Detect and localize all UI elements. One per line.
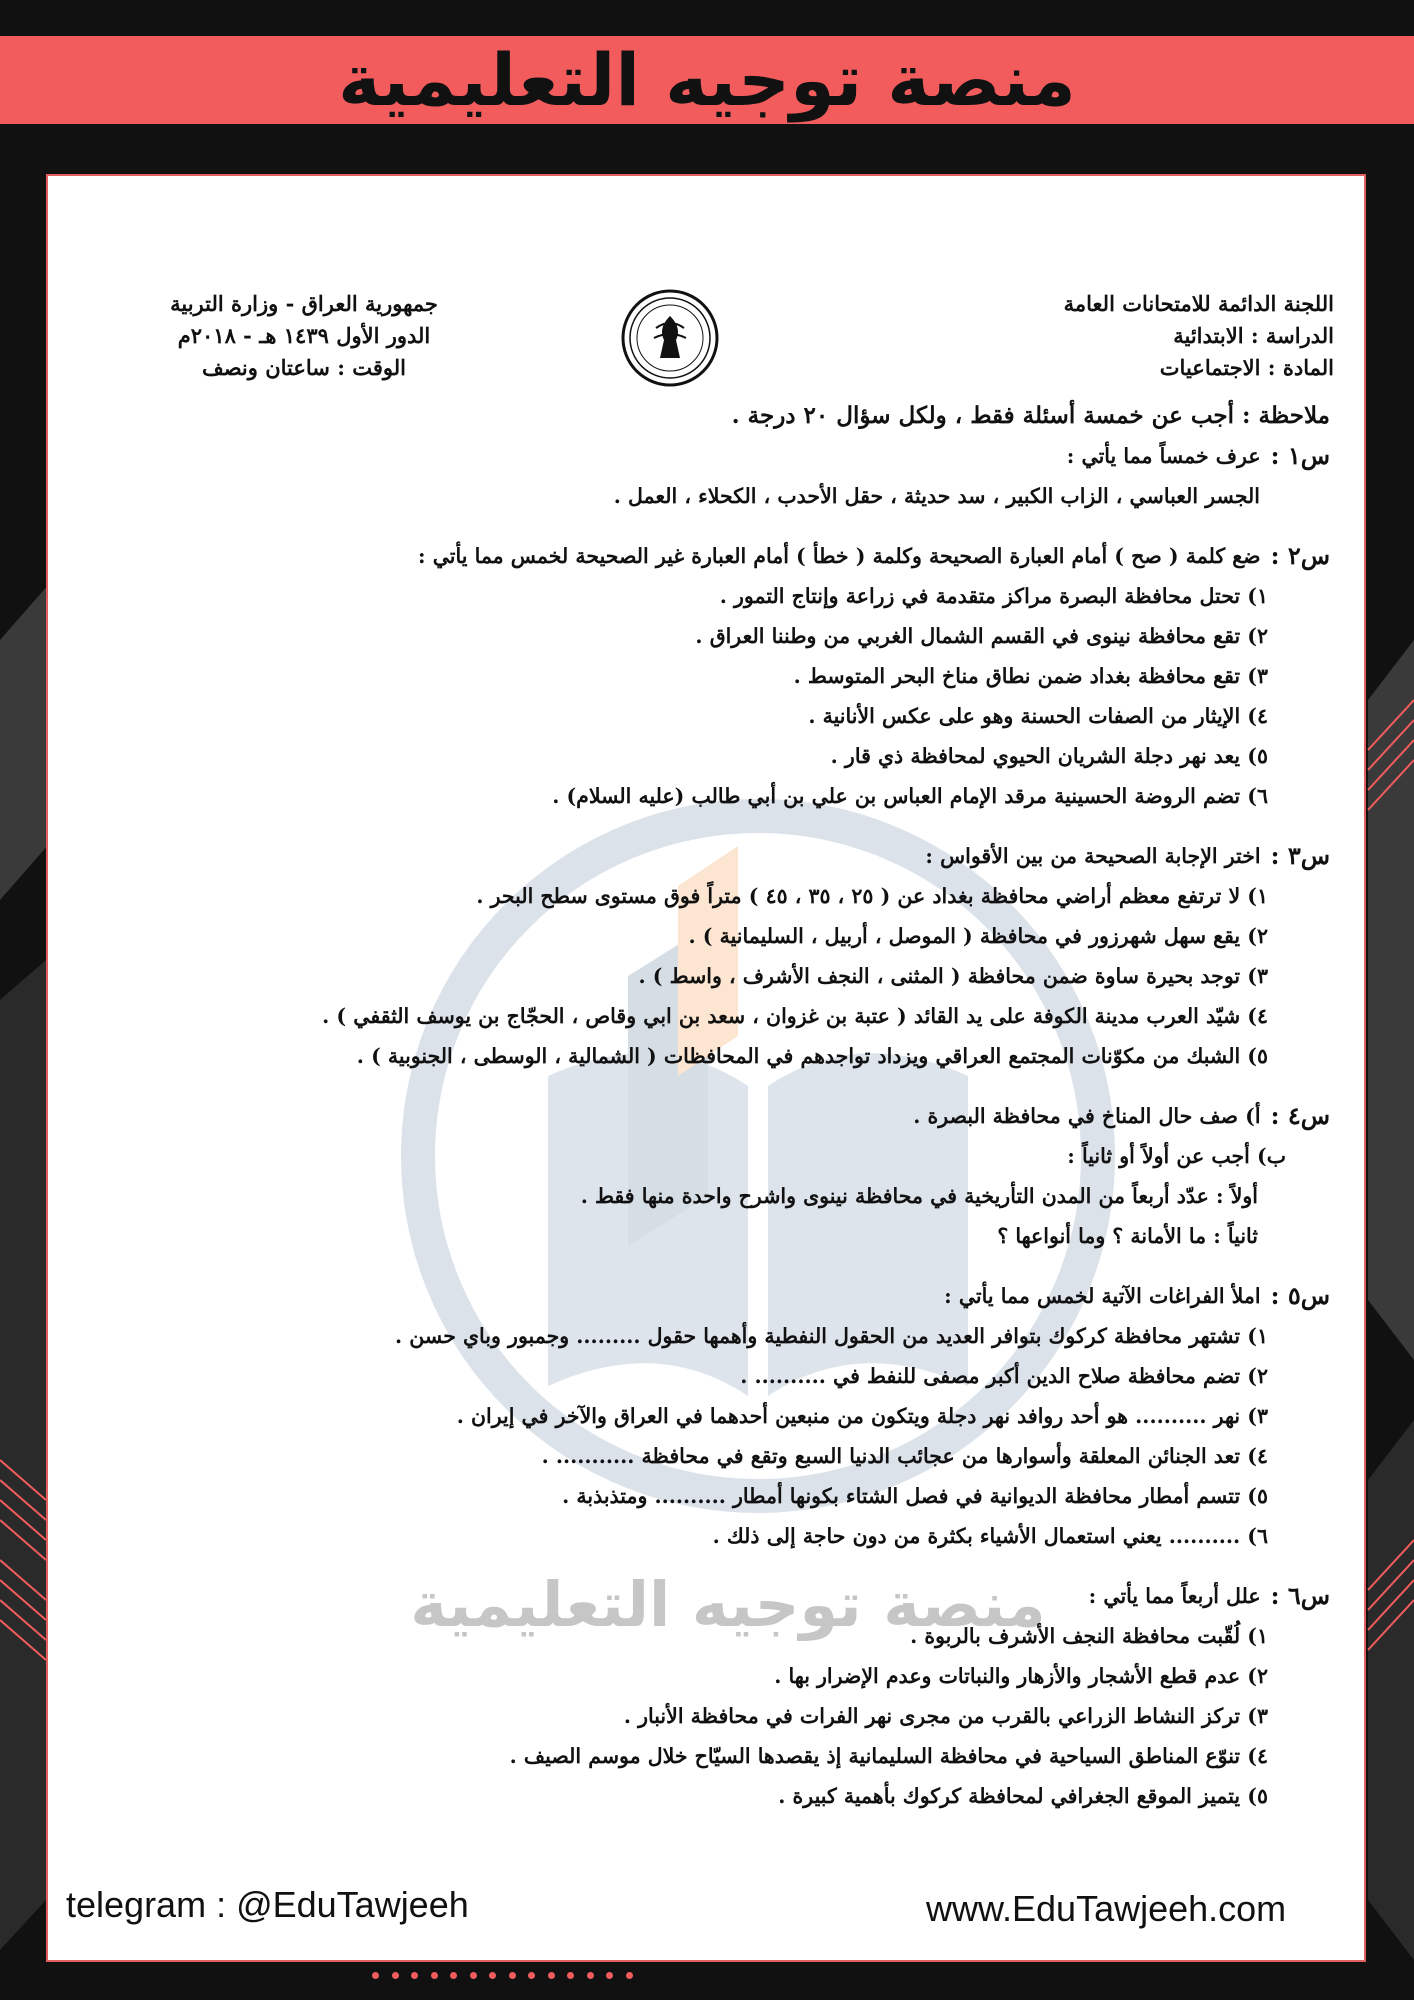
header-right — [938, 288, 1334, 384]
list-item: ٥) الشبك من مكوّنات المجتمع العراقي ويزداد تواجدهم في المحافظات ( الشمالية ، الوسطى ، الجنوبية ) . — [356, 1044, 1268, 1068]
question-4 — [178, 1096, 1330, 1136]
question-label: س٥ : — [1270, 1281, 1330, 1310]
question-text: اختر الإجابة الصحيحة من بين الأقواس : — [925, 844, 1261, 868]
question-label: س٣ : — [1270, 841, 1330, 870]
question-label: س٤ : — [1270, 1101, 1330, 1130]
committee-name: اللجنة الدائمة للامتحانات العامة — [1063, 291, 1334, 316]
telegram-handle: telegram : @EduTawjeeh — [66, 1884, 469, 1925]
list-item: ٦) تضم الروضة الحسينية مرقد الإمام العباس بن علي بن أبي طالب (عليه السلام) . — [552, 784, 1268, 808]
subject: المادة : الاجتماعيات — [1159, 355, 1334, 380]
list-item: ٥) تتسم أمطار محافظة الديوانية في فصل الشتاء بكونها أمطار .......... ومتذبذبة . — [562, 1484, 1268, 1508]
list-item: ٣) تقع محافظة بغداد ضمن نطاق مناخ البحر المتوسط . — [793, 664, 1268, 688]
list-item: ٤) شيّد العرب مدينة الكوفة على يد القائد ( عتبة بن غزوان ، سعد بن ابي وقاص ، الحجّاج بن يوسف الثقفي ) . — [322, 1004, 1268, 1028]
list-item: ٣) تركز النشاط الزراعي بالقرب من مجرى نهر الفرات في محافظة الأنبار . — [623, 1704, 1268, 1728]
list-item: ٤) الإيثار من الصفات الحسنة وهو على عكس الأنانية . — [808, 704, 1268, 728]
question-text: علل أربعاً مما يأتي : — [1088, 1584, 1261, 1608]
top-banner — [0, 36, 1414, 124]
list-item: ٤) تعد الجنائن المعلقة وأسوارها من عجائب الدنيا السبع وتقع في محافظة ........... . — [541, 1444, 1268, 1468]
q1-terms: الجسر العباسي ، الزاب الكبير ، سد حديثة ، حقل الأحدب ، الكحلاء ، العمل . — [613, 484, 1260, 508]
list-item: ٣) نهر .......... هو أحد روافد نهر دجلة ويتكون من منبعين أحدهما في العراق والآخر في إيران . — [456, 1404, 1268, 1428]
header-left — [134, 288, 474, 384]
exam-duration: الوقت : ساعتان ونصف — [201, 355, 407, 380]
list-item: ١) تحتل محافظة البصرة مراكز متقدمة في زراعة وإنتاج التمور . — [719, 584, 1268, 608]
list-item: ٢) تضم محافظة صلاح الدين أكبر مصفى للنفط في .......... . — [740, 1364, 1268, 1388]
list-item: ٥) يعد نهر دجلة الشريان الحيوي لمحافظة ذي قار . — [830, 744, 1268, 768]
website-link[interactable]: www.EduTawjeeh.com — [926, 1888, 1287, 1929]
ministry-seal-icon — [620, 288, 720, 388]
question-text: ضع كلمة ( صح ) أمام العبارة الصحيحة وكلمة ( خطأ ) أمام العبارة غير الصحيحة لخمس مما يأتي : — [417, 544, 1261, 568]
list-item: ٢) يقع سهل شهرزور في محافظة ( الموصل ، أربيل ، السليمانية ) . — [688, 924, 1268, 948]
question-text: عرف خمساً مما يأتي : — [1066, 444, 1261, 468]
question-label: س٦ : — [1270, 1581, 1330, 1610]
question-label: س١ : — [1270, 441, 1330, 470]
list-item: ٣) توجد بحيرة ساوة ضمن محافظة ( المثنى ، النجف الأشرف ، واسط ) . — [638, 964, 1268, 988]
question-1 — [178, 436, 1330, 476]
list-item: ١) لُقّبت محافظة النجف الأشرف بالربوة . — [910, 1624, 1268, 1648]
question-2 — [178, 536, 1330, 576]
list-item: ٥) يتميز الموقع الجغرافي لمحافظة كركوك بأهمية كبيرة . — [778, 1784, 1268, 1808]
list-item: ٦) .......... يعني استعمال الأشياء بكثرة من دون حاجة إلى ذلك . — [712, 1524, 1268, 1548]
question-text: أ) صف حال المناخ في محافظة البصرة . — [913, 1104, 1261, 1128]
decorative-dots — [372, 1972, 633, 1979]
watermark-text: منصة توجيه التعليمية — [410, 1568, 1046, 1641]
list-item: ١) تشتهر محافظة كركوك بتوافر العديد من الحقول النفطية وأهمها حقول ......... وجمبور وباي حسن . — [395, 1324, 1268, 1348]
question-label: س٢ : — [1270, 541, 1330, 570]
instructions-note: ملاحظة : أجب عن خمسة أسئلة فقط ، ولكل سؤال ٢٠ درجة . — [731, 402, 1330, 429]
list-item: ٤) تنوّع المناطق السياحية في محافظة السليمانية إذ يقصدها السيّاح خلال موسم الصيف . — [509, 1744, 1268, 1768]
question-6 — [178, 1576, 1330, 1616]
q4-part-b: ب) أجب عن أولاً أو ثانياً : — [1067, 1144, 1286, 1168]
country-ministry: جمهورية العراق - وزارة التربية — [170, 291, 438, 316]
banner-title: منصة توجيه التعليمية — [338, 38, 1076, 122]
q4-first: أولاً : عدّد أربعاً من المدن التأريخية في محافظة نينوى واشرح واحدة منها فقط . — [580, 1184, 1258, 1208]
exam-session: الدور الأول ١٤٣٩ هـ - ٢٠١٨م — [177, 323, 431, 348]
exam-content — [178, 396, 1330, 1816]
list-item: ١) لا ترتفع معظم أراضي محافظة بغداد عن ( ٢٥ ، ٣٥ ، ٤٥ ) متراً فوق مستوى سطح البحر . — [476, 884, 1268, 908]
exam-paper — [46, 174, 1366, 1962]
study-level: الدراسة : الابتدائية — [1173, 323, 1334, 348]
question-3 — [178, 836, 1330, 876]
question-5 — [178, 1276, 1330, 1316]
list-item: ٢) عدم قطع الأشجار والأزهار والنباتات وعدم الإضرار بها . — [774, 1664, 1268, 1688]
question-text: املأ الفراغات الآتية لخمس مما يأتي : — [944, 1284, 1261, 1308]
q4-second: ثانياً : ما الأمانة ؟ وما أنواعها ؟ — [997, 1224, 1258, 1248]
list-item: ٢) تقع محافظة نينوى في القسم الشمال الغربي من وطننا العراق . — [695, 624, 1268, 648]
